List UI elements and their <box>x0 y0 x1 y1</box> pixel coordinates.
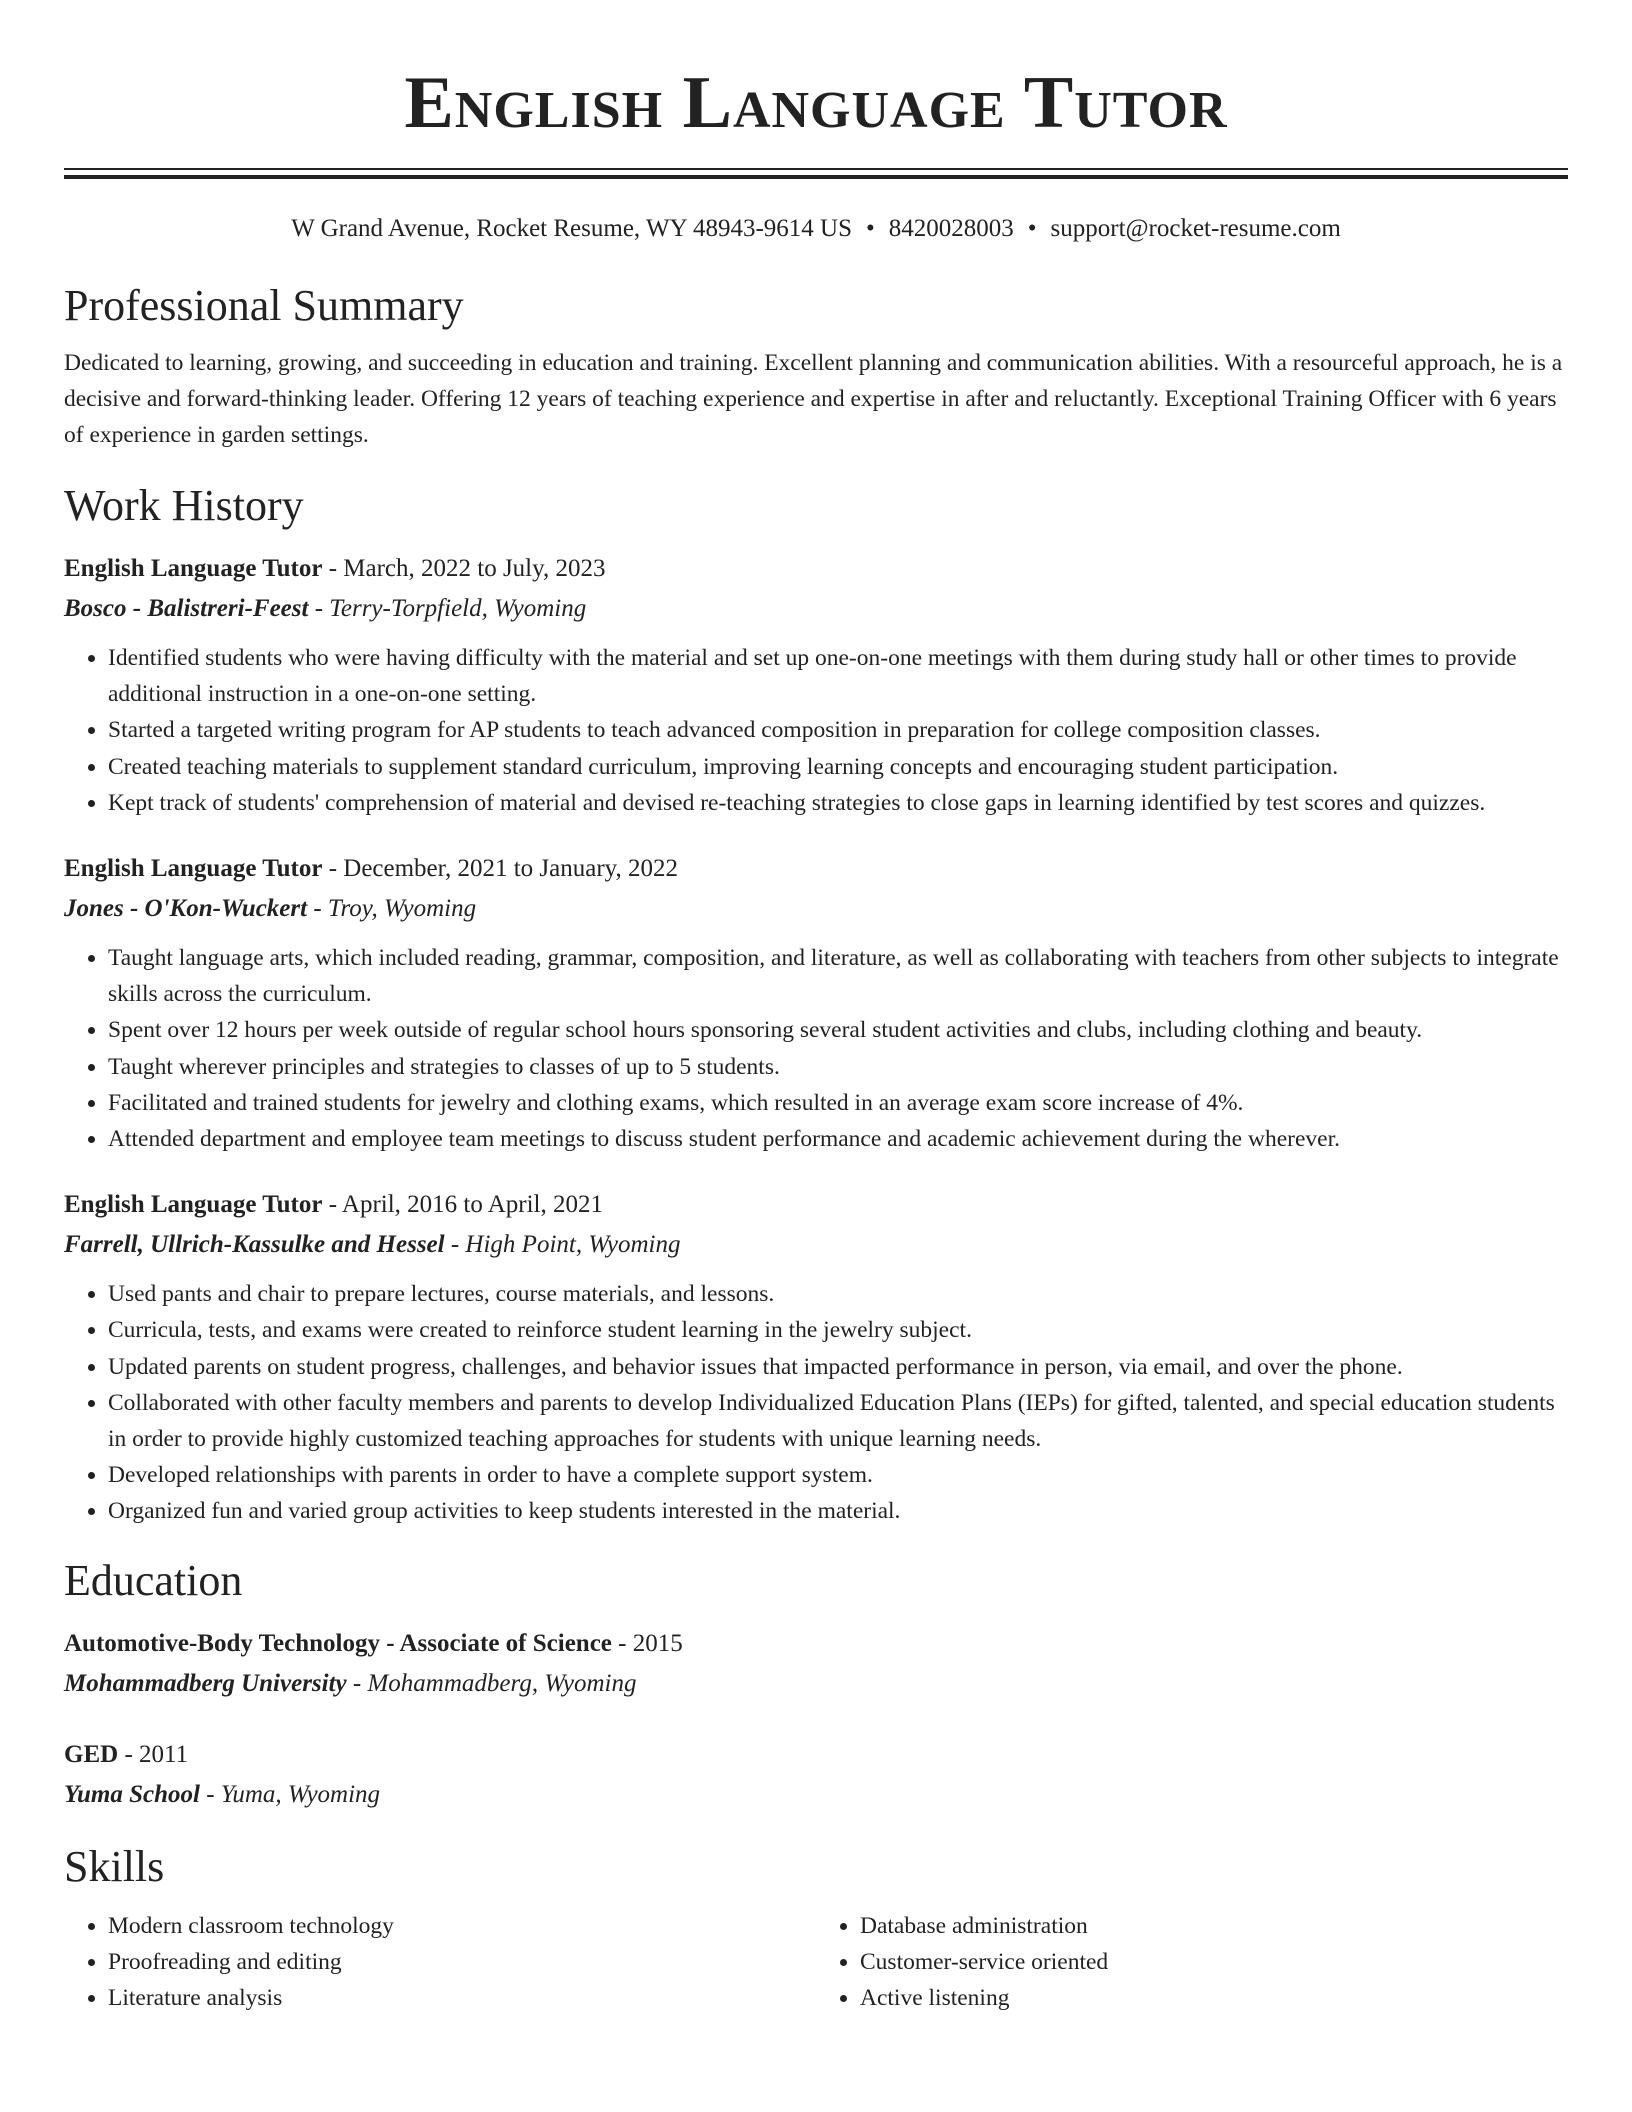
education-year: - 2015 <box>611 1629 683 1657</box>
list-item: • Identified students who were having difficulty with the material and set up one-on-one meetings with them during study hall or other times to provide additional instruction in a one-on-one setting. <box>108 640 1568 712</box>
list-item: • Created teaching materials to supplement standard curriculum, improving learning concepts and encouraging student participation. <box>108 749 1568 785</box>
education-year: - 2011 <box>118 1740 189 1768</box>
job-bullets <box>64 640 1568 821</box>
list-item: • Proofreading and editing <box>108 1944 816 1980</box>
skills-column-right <box>816 1908 1568 2017</box>
education-school: Yuma School <box>64 1780 200 1808</box>
list-item: • Facilitated and trained students for jewelry and clothing exams, which resulted in an average exam score increase of 4%. <box>108 1085 1568 1121</box>
job-location: - High Point, Wyoming <box>444 1231 681 1259</box>
job-company: Jones - O'Kon-Wuckert <box>64 895 308 923</box>
education-location: - Yuma, Wyoming <box>199 1780 381 1808</box>
job-title: English Language Tutor <box>64 855 323 883</box>
list-item: • Organized fun and varied group activities to keep students interested in the material. <box>108 1493 1568 1529</box>
education-school: Mohammadberg University <box>64 1669 347 1697</box>
job-bullets <box>64 1276 1568 1529</box>
job-company-line <box>64 889 1568 928</box>
list-item: • Spent over 12 hours per week outside of regular school hours sponsoring several student activities and clubs, including clothing and beauty. <box>108 1012 1568 1048</box>
work-history-heading: Work History <box>64 481 304 530</box>
divider-line-thin <box>64 168 1568 170</box>
contact-separator: • <box>1027 215 1037 242</box>
education-entry <box>64 1624 1568 1703</box>
job-entry <box>64 549 1568 821</box>
skills-column-left <box>64 1908 816 2017</box>
list-item: • Curricula, tests, and exams were created to reinforce student learning in the jewelry subject. <box>108 1312 1568 1348</box>
list-item: • Modern classroom technology <box>108 1908 816 1944</box>
list-item: • Developed relationships with parents in order to have a complete support system. <box>108 1457 1568 1493</box>
job-entry <box>64 849 1568 1157</box>
resume-title: English Language Tutor <box>404 62 1228 144</box>
list-item: • Customer-service oriented <box>860 1944 1568 1980</box>
job-title: English Language Tutor <box>64 555 323 582</box>
job-title-line <box>64 1185 1568 1225</box>
skills-heading: Skills <box>64 1841 165 1891</box>
job-title-line <box>64 849 1568 889</box>
education-heading: Education <box>64 1555 243 1605</box>
education-location: - Mohammadberg, Wyoming <box>346 1669 637 1697</box>
list-item: • Attended department and employee team meetings to discuss student performance and academic achievement during the wherever. <box>108 1121 1568 1157</box>
education-degree-line <box>64 1624 1568 1664</box>
contact-phone: 8420028003 <box>888 215 1014 242</box>
education-school-line <box>64 1664 1568 1703</box>
job-entry <box>64 1185 1568 1529</box>
job-company-line <box>64 589 1568 628</box>
education-degree: GED <box>64 1740 119 1768</box>
job-location: - Terry-Torpfield, Wyoming <box>308 595 587 622</box>
job-bullets <box>64 940 1568 1157</box>
summary-heading: Professional Summary <box>64 281 464 330</box>
job-dates: - April, 2016 to April, 2021 <box>322 1191 603 1219</box>
education-degree-line <box>64 1735 1568 1775</box>
job-company-line <box>64 1225 1568 1264</box>
list-item: • Taught language arts, which included reading, grammar, composition, and literature, as well as collaborating with teachers from other subjects to integrate skills across the curriculum. <box>108 940 1568 1012</box>
job-dates: - December, 2021 to January, 2022 <box>322 855 679 883</box>
job-company: Farrell, Ullrich-Kassulke and Hessel <box>64 1231 445 1259</box>
contact-email: support@rocket-resume.com <box>1050 215 1341 242</box>
divider-line-thick <box>64 175 1568 179</box>
contact-address: W Grand Avenue, Rocket Resume, WY 48943-9614 US <box>291 215 852 242</box>
list-item: • Kept track of students' comprehension of material and devised re-teaching strategies to close gaps in learning identified by test scores and quizzes. <box>108 785 1568 821</box>
job-dates: - March, 2022 to July, 2023 <box>322 555 606 582</box>
education-school-line <box>64 1775 1568 1814</box>
list-item: • Used pants and chair to prepare lectures, course materials, and lessons. <box>108 1276 1568 1312</box>
contact-separator: • <box>865 215 875 242</box>
list-item: • Database administration <box>860 1908 1568 1944</box>
education-degree: Automotive-Body Technology - Associate of Science <box>64 1629 612 1657</box>
list-item: • Active listening <box>860 1980 1568 2016</box>
list-item: • Literature analysis <box>108 1980 816 2016</box>
job-company: Bosco - Balistreri-Feest <box>64 595 309 622</box>
skills-list <box>64 1908 1568 2017</box>
list-item: • Collaborated with other faculty members and parents to develop Individualized Education Plans (IEPs) for gifted, talented, and special education students in order to provide highly customized teaching approaches for students with unique learning needs. <box>108 1385 1568 1457</box>
job-location: - Troy, Wyoming <box>307 895 477 923</box>
job-title-line <box>64 549 1568 589</box>
contact-line <box>64 213 1568 245</box>
title-divider <box>64 168 1568 179</box>
list-item: • Updated parents on student progress, challenges, and behavior issues that impacted performance in person, via email, and over the phone. <box>108 1349 1568 1385</box>
list-item: • Taught wherever principles and strategies to classes of up to 5 students. <box>108 1049 1568 1085</box>
list-item: • Started a targeted writing program for AP students to teach advanced composition in preparation for college composition classes. <box>108 712 1568 748</box>
job-title: English Language Tutor <box>64 1191 323 1219</box>
education-entry <box>64 1735 1568 1814</box>
summary-text: Dedicated to learning, growing, and succeeding in education and training. Excellent planning and communication abilities. With a resourceful approach, he is a decisive and forward-thinking leader. Offering 12 years of teaching experience and expertise in after and reluctantly. Exceptional Training Officer with 6 years of experience in garden settings. <box>64 350 1563 448</box>
